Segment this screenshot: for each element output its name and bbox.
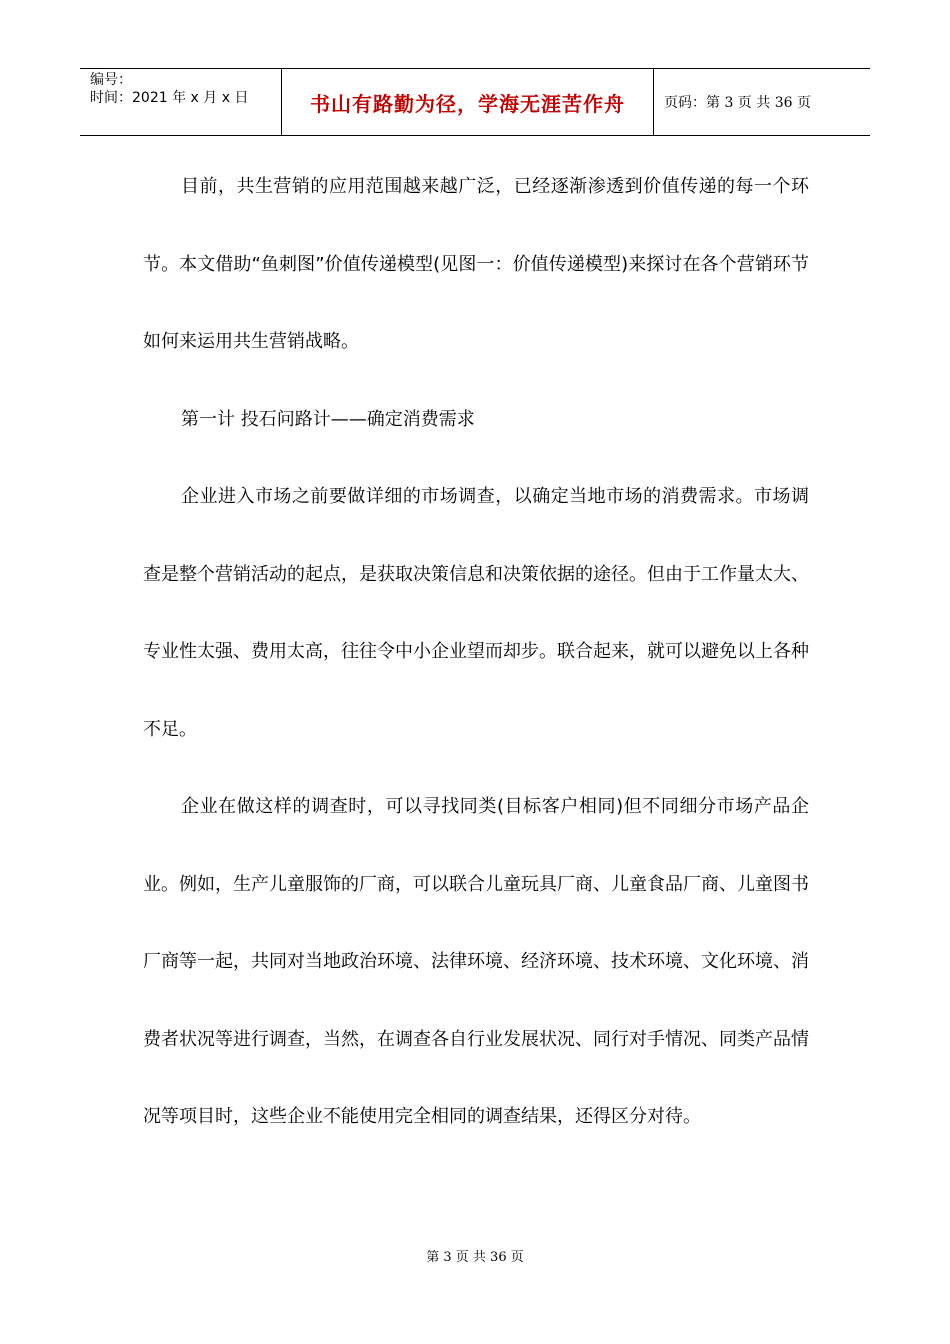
header-page-cell (654, 69, 870, 135)
page-footer: 第 3 页 共 36 页 (426, 1250, 524, 1265)
header-motto: 书山有路勤为径，学海无涯苦作舟 (310, 91, 625, 116)
document-body (143, 148, 809, 1156)
body-paragraph: 目前，共生营销的应用范围越来越广泛，已经逐渐渗透到价值传递的每一个环节。本文借助“鱼刺图”价值传递模型(见图一：价值传递模型)来探讨在各个营销环节如何来运用共生营销战略。 (143, 176, 809, 352)
body-paragraph: 企业进入市场之前要做详细的市场调查，以确定当地市场的消费需求。市场调查是整个营销活动的起点，是获取决策信息和决策依据的途径。但由于工作量太大、专业性太强、费用太高，往往令中小企业望而却步。联合起来，就可以避免以上各种不足。 (143, 486, 809, 740)
document-header (80, 68, 870, 136)
body-paragraph: 企业在做这样的调查时，可以寻找同类(目标客户相同)但不同细分市场产品企业。例如，生产儿童服饰的厂商，可以联合儿童玩具厂商、儿童食品厂商、儿童图书厂商等一起，共同对当地政治环境、法律环境、经济环境、技术环境、文化环境、消费者状况等进行调查，当然，在调查各自行业发展状况、同行对手情况、同类产品情况等项目时，这些企业不能使用完全相同的调查结果，还得区分对待。 (143, 796, 809, 1127)
header-page-info: 页码：第 3 页 共 36 页 (664, 95, 811, 111)
section-heading: 第一计 投石问路计——确定消费需求 (181, 408, 475, 430)
header-motto-cell (282, 69, 654, 135)
header-meta-cell (80, 69, 282, 135)
document-time-label: 时间：2021 年 x 月 x 日 (90, 90, 249, 106)
document-number-label: 编号： (90, 72, 132, 88)
